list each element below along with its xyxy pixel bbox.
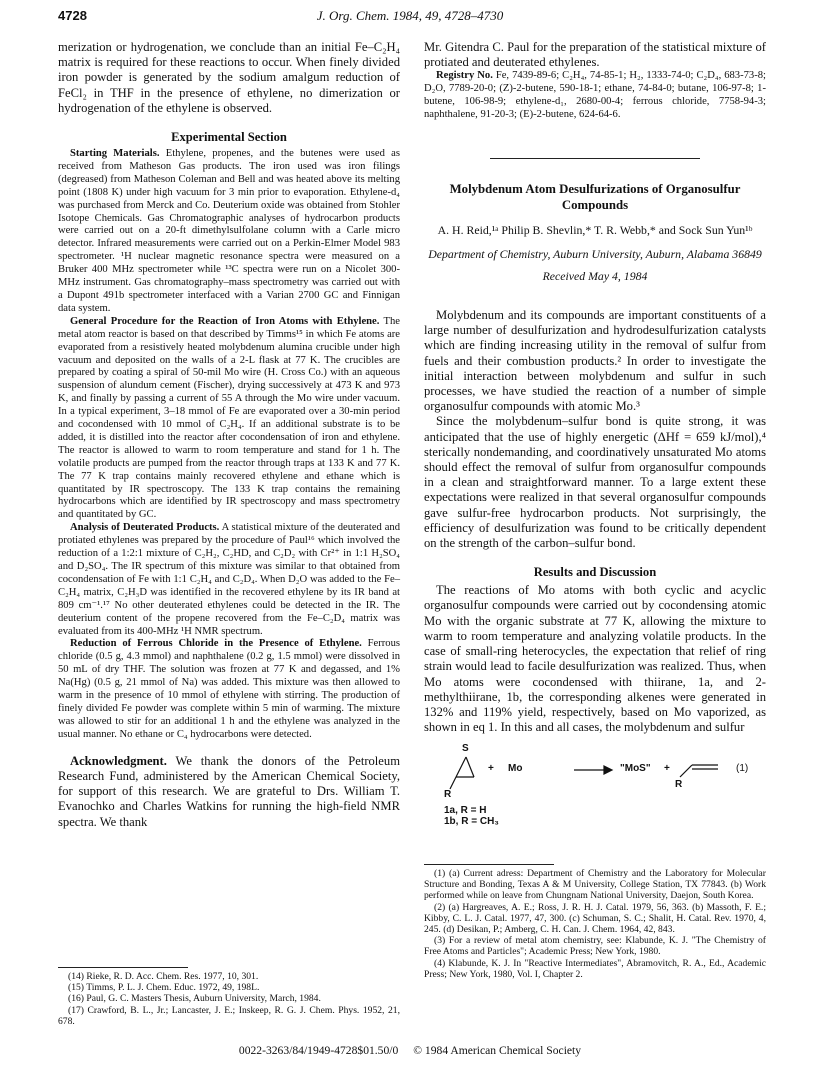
- left-column: [58, 40, 400, 830]
- deuterated-analysis-text: A statistical mixture of the deuterated and protiated ethylenes was prepared by the procedure of Paul¹⁶ which involved the reduction of a 1:2:1 mixture of C₂H₂, C₂HD, and C₂D₂ with Cr²⁺ in 1:1 H₂SO₄ and D₂SO₄. The IR spectrum of this mixture was similar to that obtained from cocondensation of Fe with 1:1 C₂H₄ and C₂D₄. When D₂O was added to the Fe–C₂H₄ matrix, C₂H₃D was identified in the recovered ethylene by its IR band at 809 cm⁻¹.¹⁷ No other deuterated ethylenes could be detected in the IR. The deuterium content of the propene recovered from the Fe–C₂D₄ matrix was evaluated from its 400-MHz ¹H NMR spectrum.: [58, 522, 400, 637]
- ferrous-reduction-heading: Reduction of Ferrous Chloride in the Presence of Ethylene.: [70, 638, 362, 650]
- page-header: [58, 8, 762, 26]
- received-date: Received May 4, 1984: [542, 269, 648, 284]
- footnote-divider: [424, 864, 554, 865]
- right-footnotes: [424, 854, 766, 980]
- footnote-divider: [58, 967, 188, 968]
- left-intro-paragraph: merization or hydrogenation, we conclude than an initial Fe–C₂H₄ matrix is required for these reactions to occur. When finely divided iron powder is generated by the sodium amalgum reduction of FeCl₂ in THF in the presence of ethylene, no dimerization or hydrogenation of the ethylene is observed.: [58, 40, 400, 115]
- alkene-product: [680, 765, 718, 777]
- acknowledgment-text: We thank the donors of the Petroleum Research Fund, administered by the American Chemical Society, for support of this research. We are grateful to Drs. William T. Evanochko and Charles Watkins for running the high-field NMR spectra. We thank: [58, 753, 400, 829]
- compound-1b-label: 1b, R = CH₃: [444, 816, 499, 828]
- footnote-3: (3) For a review of metal atom chemistry, see: Klabunde, K. J. "The Chemistry of Free Atoms and Particles"; Academic Press; New York, 1980.: [424, 935, 766, 958]
- reaction-arrow: [574, 766, 612, 774]
- results-paragraph: The reactions of Mo atoms with both cyclic and acyclic organosulfur compounds were carried out by cocondensing atomic Mo with the organic substrate at 77 K, allowing the mixture to warm to room temperature and analyzing volatile products. In the case of small-ring heterocycles, the expectation that relief of ring strain would lead to facile desulfurization was realized. Thus, when Mo atoms were cocondensed with thiirane, 1a, and 2-methylthiirane, 1b, the corresponding alkenes were generated in 132% and 119% yield, respectively, based on Mo vaporized, as shown in eq 1. In this and all cases, the molybdenum and sulfur: [424, 583, 766, 735]
- article-title: Molybdenum Atom Desulfurizations of Organosulfur Compounds: [449, 182, 741, 213]
- article-code: 0022-3263/84/1949-4728$01.50/0: [238, 1044, 399, 1057]
- general-procedure-heading: General Procedure for the Reaction of Iron Atoms with Ethylene.: [70, 315, 380, 327]
- reaction-scheme: [424, 743, 766, 829]
- registry-heading: Registry No.: [436, 70, 493, 82]
- footnote-14: (14) Rieke, R. D. Acc. Chem. Res. 1977, 10, 301.: [68, 971, 259, 982]
- general-procedure-paragraph: [58, 316, 400, 523]
- mo-label: Mo: [508, 763, 523, 775]
- starting-materials-paragraph: [58, 148, 400, 316]
- plus-sign: +: [488, 763, 494, 775]
- acknowledgment-heading: Acknowledgment.: [70, 753, 167, 768]
- right-intro-paragraph: Mr. Gitendra C. Paul for the preparation of the statistical mixture of protiated and deuterated ethylenes.: [424, 40, 766, 70]
- footnote-17: (17) Crawford, B. L., Jr.; Lancaster, J. E.; Inskeep, R. G. J. Chem. Phys. 1952, 21, 678.: [58, 1004, 400, 1027]
- r-group-label: R: [444, 789, 452, 801]
- starting-materials-text: Ethylene, propenes, and the butenes were used as received from Matheson Gas products. The iron used was iron filings (degreased) from Matheson Coleman and Bell and was heated above its melting point (1808 K) under high vacuum for 3 min prior to evaporation. Ethylene-d₄ was purchased from Merck and Co. Deuterium oxide was obtained from Stohler Isotope Chemicals. Gas Chromatographic analyses of hydrocarbon products were carried out on a 20-ft dimethylsulfolane column with a Carle micro detector. Infrared measurements were carried out on a Perkin-Elmer Model 983 spectrometer. ¹H nuclear magnetic resonance spectra were measured on a Bruker 400 MHz spectrometer while ¹³C spectra were run on a Nicolet 300-MHz instrument. Gas chromatography–mass spectrometry was carried out with a Dupont 491b spectrometer interfaced with a Varian 2700 GC and Finnigan data system.: [58, 148, 400, 314]
- mos-label: "MoS": [620, 763, 651, 775]
- r-group-label: R: [675, 779, 683, 791]
- intro-paragraph-1: Molybdenum and its compounds are important constituents of a large number of desulfurization and hydrodesulfurization catalysts which are finding increasing utility in the removal of sulfur from fuels and their combustion products.² In order to investigate the initial interaction between molybdenum and sulfur in such processes, we have studied the reaction of a number of simple organosulfur compounds with atomic Mo.³: [424, 308, 766, 414]
- compound-1a-label: 1a, R = H: [444, 805, 487, 817]
- journal-citation: J. Org. Chem. 1984, 49, 4728–4730: [316, 8, 504, 23]
- registry-paragraph: [424, 70, 766, 122]
- deuterated-analysis-heading: Analysis of Deuterated Products.: [70, 522, 220, 534]
- ferrous-reduction-paragraph: [58, 638, 400, 741]
- ferrous-reduction-text: Ferrous chloride (0.5 g, 4.3 mmol) and naphthalene (0.2 g, 1.5 mmol) were dissolved in 50 mL of dry THF. The solution was frozen at 77 K and degassed, and 1% Na(Hg) (0.5 g, 21 mmol of Na) was added. This mixture was then allowed to warm in the presence of 10 mmol of ethylene with stirring. The production of finely divided Fe powder was complete within 5 min of warming. The mixture was allowed to stir for an additional 1 h and the ethylene was analyzed in the usual manner. No ethane or C₄ hydrocarbons were detected.: [58, 638, 401, 740]
- sulfur-label: S: [462, 743, 469, 755]
- page-footer: [0, 1044, 820, 1057]
- left-footnotes: [58, 957, 400, 1027]
- experimental-section-heading: Experimental Section: [171, 130, 287, 145]
- page-number: 4728: [58, 8, 87, 23]
- results-heading: Results and Discussion: [533, 565, 657, 580]
- starting-materials-heading: Starting Materials.: [70, 148, 160, 160]
- intro-paragraph-2: Since the molybdenum–sulfur bond is quite strong, it was anticipated that the use of highly energetic (ΔHf = 659 kJ/mol),⁴ sterically nondemanding, and coordinatively unsaturated Mo atoms should effect the removal of sulfur from organosulfur compounds in a clean and straightforward manner. To a large extent these expectations were realized in that several organosulfur compounds gave sulfur-free hydrocarbon products. Not surprisingly, the efficiency of desulfurization was found to be critically dependent on the strength of the carbon–sulfur bond.: [424, 414, 766, 551]
- footnote-16: (16) Paul, G. C. Masters Thesis, Auburn University, March, 1984.: [68, 993, 321, 1005]
- article-affiliation: Department of Chemistry, Auburn University, Auburn, Alabama 36849: [428, 247, 762, 262]
- footnote-2: (2) (a) Hargreaves, A. E.; Ross, J. R. H. J. Catal. 1979, 56, 363. (b) Massoth, F. E.; Kibby, C. L. J. Catal. 1977, 47, 300. (c) Schuman, S. C.; Shalit, H. Catal. Rev. 1970, 4, 245. (d) Desikan, P.; Amberg, C. H. Can. J. Chem. 1964, 42, 843.: [424, 901, 766, 936]
- thiirane-ring: [450, 757, 474, 789]
- right-column: [424, 40, 766, 829]
- plus-sign: +: [664, 763, 670, 775]
- deuterated-analysis-paragraph: [58, 522, 400, 638]
- footnote-15: (15) Timms, P. L. J. Chem. Educ. 1972, 49, 198L.: [68, 982, 260, 994]
- copyright-notice: © 1984 American Chemical Society: [413, 1044, 582, 1057]
- general-procedure-text: The metal atom reactor is based on that described by Timms¹⁵ in which Fe atoms are evaporated from a resistively heated molybdenum alumina crucible under high vacuum and deposited on the walls of a 2-L flask at 77 K. The crucibles are prepared by coating a spiral of 50-mil Mo wire (H. Cross Co.) with an aqueous suspension of alundum cement (Fischer), drying successively at 473 K and 973 K, and finally by passing a current of 55 A through the Mo wire under vacuum. In a typical experiment, 3–18 mmol of Fe are evaporated over a 30-min period and cocondensed with 10 mmol of C₂H₄. If an additional substrate is to be added, it is distilled into the reactor after cocondensation of iron and ethylene. The reactor is allowed to warm to room temperature and stand for 1 h. The volatile products are pumped from the reactor through traps at 133 K and 77 K. The 77 K trap contains mainly recovered ethylene and ethane which is quantitated by IR spectroscopy. The 133 K trap contains the remaining hydrocarbons which are identified by IR spectroscopy and mass spectrometry and quantitated by GC.: [58, 315, 400, 521]
- footnote-4: (4) Klabunde, K. J. In "Reactive Intermediates", Abramovitch, R. A., Ed., Academic Press; New York, 1980, Vol. I, Chapter 2.: [424, 957, 766, 980]
- article-authors: A. H. Reid,¹ᵃ Philip B. Shevlin,* T. R. Webb,* and Sock Sun Yun¹ᵇ: [437, 223, 753, 238]
- footnote-1: (1) (a) Current adress: Department of Chemistry and the Laboratory for Molecular Structure and Bonding, Texas A & M University, College Station, TX 77843. (b) Work performed while on leave from Chungnam National University, Daejon, South Korea.: [424, 868, 766, 902]
- registry-text: Fe, 7439-89-6; C₂H₄, 74-85-1; H₂, 1333-74-0; C₂D₄, 683-73-8; D₂O, 7789-20-0; (Z)-2-butene, 590-18-1; ethane, 74-84-0; butane, 106-97-8; 1-butene, 106-98-9; ethylene-d₁, 2680-00-4; ferrous chloride, 7758-94-3; naphthalene, 91-20-3; (E)-2-butene, 624-64-6.: [424, 70, 766, 121]
- article-divider: [490, 158, 700, 159]
- equation-number: (1): [736, 763, 749, 775]
- acknowledgment-paragraph: [58, 754, 400, 830]
